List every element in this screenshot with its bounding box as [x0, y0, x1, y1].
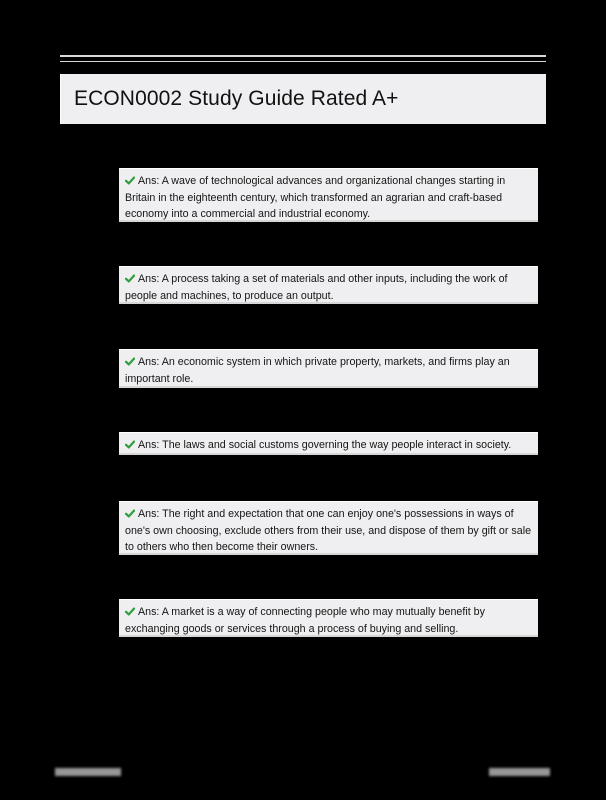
check-icon — [125, 607, 135, 616]
answer-prefix: Ans: — [138, 273, 160, 285]
check-icon — [125, 274, 135, 283]
answer-prefix: Ans: — [138, 175, 160, 187]
footer-right-blurred-text — [489, 768, 550, 776]
answer-box-2 — [119, 266, 538, 304]
answer-text: The right and expectation that one can enjoy one's possessions in ways of one's own choosing, exclude others from their use, and dispose of them by gift or sale to others who then become their owners. — [125, 508, 532, 553]
page-title: ECON0002 Study Guide Rated A+ — [74, 87, 399, 110]
answer-text: A market is a way of connecting people who may mutually benefit by exchanging goods or services through a process of buying and selling. — [125, 606, 485, 635]
footer-left-blurred-text — [55, 768, 121, 776]
answer-box-6 — [119, 599, 538, 637]
check-icon — [125, 176, 135, 185]
answer-box-1 — [119, 168, 538, 222]
header-rule — [60, 55, 546, 62]
answer-box-5 — [119, 501, 538, 555]
answer-text: A wave of technological advances and organizational changes starting in Britain in the eighteenth century, which transformed an agrarian and craft-based economy into a commercial and industrial economy. — [125, 175, 506, 220]
answer-box-3 — [119, 349, 538, 388]
title-banner — [60, 74, 546, 124]
answer-box-4 — [119, 432, 538, 455]
answer-prefix: Ans: — [138, 356, 160, 368]
answer-text: The laws and social customs governing the way people interact in society. — [159, 439, 512, 451]
answer-prefix: Ans: — [138, 439, 160, 451]
check-icon — [125, 509, 135, 518]
answer-text: An economic system in which private property, markets, and firms play an important role. — [125, 356, 510, 385]
answer-text: A process taking a set of materials and other inputs, including the work of people and machines, to produce an output. — [125, 273, 508, 302]
check-icon — [125, 440, 135, 449]
answer-prefix: Ans: — [138, 606, 160, 618]
check-icon — [125, 357, 135, 366]
answer-prefix: Ans: — [138, 508, 160, 520]
